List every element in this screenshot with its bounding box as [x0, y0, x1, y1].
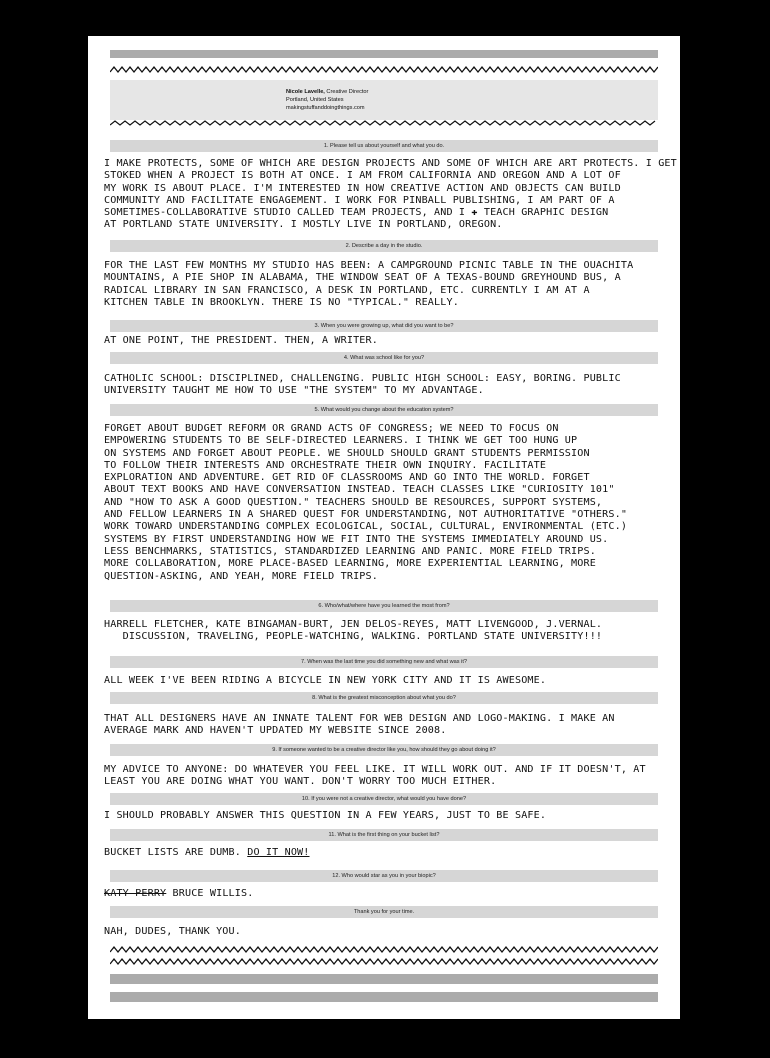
answer-4-line: UNIVERSITY TAUGHT ME HOW TO USE "THE SYSTEM" TO MY ADVANTAGE.: [104, 385, 484, 397]
answer-2-line: KITCHEN TABLE IN BROOKLYN. THERE IS NO "TYPICAL." REALLY.: [104, 296, 459, 308]
answer-2-line: RADICAL LIBRARY IN SAN FRANCISCO, A DESK IN PORTLAND, ETC. CURRENTLY I AM AT A: [104, 284, 590, 296]
top-zigzag: [110, 64, 658, 76]
answer-11: [104, 847, 664, 859]
answer-7: [104, 675, 664, 687]
bottom-grey-band-2: [110, 992, 658, 1002]
answer-5-line: LESS BENCHMARKS, STATISTICS, STANDARDIZED LEARNING AND PANIC. MORE FIELD TRIPS.: [104, 545, 596, 557]
answer-7-line: ALL WEEK I'VE BEEN RIDING A BICYCLE IN NEW YORK CITY AND IT IS AWESOME.: [104, 675, 547, 686]
answer-8: [104, 713, 664, 738]
answer-6: [104, 619, 664, 644]
answer-5-line: FORGET ABOUT BUDGET REFORM OR GRAND ACTS OF CONGRESS; WE NEED TO FOCUS ON: [104, 423, 559, 434]
header-zigzag: [110, 118, 658, 130]
question-11: 11. What is the first thing on your bucket list?: [328, 832, 440, 838]
question-9: 9. If someone wanted to be a creative director like you, how should they go about doing it?: [272, 747, 496, 753]
answer-11-text: BUCKET LISTS ARE DUMB.: [104, 847, 248, 858]
answer-4: [104, 373, 664, 398]
answer-2-line: FOR THE LAST FEW MONTHS MY STUDIO HAS BEEN: A CAMPGROUND PICNIC TABLE IN THE OUACHITA: [104, 260, 634, 271]
question-4: 4. What was school like for you?: [343, 355, 425, 361]
question-5: 5. What would you change about the education system?: [314, 407, 454, 413]
answer-5-line: AND FELLOW LEARNERS IN A SHARED QUEST FOR UNDERSTANDING, NOT AUTHORITATIVE "OTHERS.": [104, 509, 628, 521]
answer-3: [104, 335, 664, 347]
answer-1-line: MY WORK IS ABOUT PLACE. I'M INTERESTED IN HOW CREATIVE ACTION AND OBJECTS CAN BUILD: [104, 182, 621, 194]
answer-11-underlined: DO IT NOW!: [247, 847, 310, 858]
question-8: 8. What is the greatest misconception about what you do?: [312, 695, 456, 701]
answer-1-line: STOKED WHEN A PROJECT IS BOTH AT ONCE. I AM FROM CALIFORNIA AND OREGON AND A LOT OF: [104, 170, 621, 182]
answer-12: [104, 888, 664, 900]
answer-9-line: LEAST YOU ARE DOING WHAT YOU WANT. DON'T WORRY TOO MUCH EITHER.: [104, 776, 497, 788]
answer-5-line: SYSTEMS BY FIRST UNDERSTANDING HOW WE FIT INTO THE SYSTEMS IMMEDIATELY AROUND US.: [104, 533, 609, 545]
author-location: Portland, United States: [286, 97, 344, 104]
thanks-label: Thank you for your time.: [353, 909, 415, 915]
answer-3-line: AT ONE POINT, THE PRESIDENT. THEN, A WRITER.: [104, 335, 378, 346]
answer-5-line: ABOUT TEXT BOOKS AND HAVE CONVERSATION INSTEAD. TEACH CLASSES LIKE "CURIOSITY 101": [104, 484, 615, 496]
author-website[interactable]: makingstuffanddoingthings.com: [286, 105, 365, 112]
answer-6-line: DISCUSSION, TRAVELING, PEOPLE-WATCHING, WALKING. PORTLAND STATE UNIVERSITY!!!: [104, 631, 603, 643]
answer-1-line: SOMETIMES-COLLABORATIVE STUDIO CALLED TEAM PROJECTS, AND I ✚ TEACH GRAPHIC DESIGN: [104, 207, 609, 219]
top-grey-band: [110, 50, 658, 58]
interview-sheet: [88, 36, 680, 1019]
answer-5-line: AND "HOW TO ASK A GOOD QUESTION." TEACHERS SHOULD BE RESOURCES, SUPPORT SYSTEMS,: [104, 496, 603, 508]
answer-2: [104, 260, 664, 309]
closing-answer-line: NAH, DUDES, THANK YOU.: [104, 926, 241, 937]
bottom-zigzag-1: [110, 944, 658, 956]
question-1: 1. Please tell us about yourself and what you do.: [323, 143, 445, 149]
answer-12-text: BRUCE WILLIS.: [166, 888, 254, 899]
bottom-grey-band-1: [110, 974, 658, 984]
question-12: 12. Who would star as you in your biopic?: [332, 873, 436, 879]
answer-9-line: MY ADVICE TO ANYONE: DO WHATEVER YOU FEEL LIKE. IT WILL WORK OUT. AND IF IT DOESN'T, AT: [104, 764, 646, 775]
question-6: 6. Who/what/where have you learned the most from?: [318, 603, 450, 609]
answer-1: [104, 158, 677, 232]
answer-5: [104, 423, 664, 583]
header-strip: [110, 80, 658, 120]
answer-5-line: QUESTION-ASKING, AND YEAH, MORE FIELD TRIPS.: [104, 570, 378, 582]
answer-5-line: EXPLORATION AND ADVENTURE. GET RID OF CLASSROOMS AND GO INTO THE WORLD. FORGET: [104, 472, 590, 484]
answer-4-line: CATHOLIC SCHOOL: DISCIPLINED, CHALLENGING. PUBLIC HIGH SCHOOL: EASY, BORING. PUBLIC: [104, 373, 621, 384]
answer-1-line: AT PORTLAND STATE UNIVERSITY. I MOSTLY LIVE IN PORTLAND, OREGON.: [104, 219, 503, 231]
author-name: Nicole Lavelle,: [286, 89, 325, 95]
bottom-zigzag-2: [110, 956, 658, 968]
answer-8-line: AVERAGE MARK AND HAVEN'T UPDATED MY WEBSITE SINCE 2008.: [104, 725, 447, 737]
answer-8-line: THAT ALL DESIGNERS HAVE AN INNATE TALENT FOR WEB DESIGN AND LOGO-MAKING. I MAKE AN: [104, 713, 615, 724]
answer-10: [104, 810, 664, 822]
answer-12-struck: KATY PERRY: [104, 888, 167, 899]
question-7: 7. When was the last time you did something new and what was it?: [300, 659, 468, 665]
answer-5-line: MORE COLLABORATION, MORE PLACE-BASED LEARNING, MORE EXPERIENTIAL LEARNING, MORE: [104, 558, 596, 570]
answer-5-line: WORK TOWARD UNDERSTANDING COMPLEX ECOLOGICAL, SOCIAL, CULTURAL, ENVIRONMENTAL (ETC.): [104, 521, 628, 533]
answer-5-line: ON SYSTEMS AND FORGET ABOUT PEOPLE. WE SHOULD SHOULD GRANT STUDENTS PERMISSION: [104, 447, 590, 459]
answer-10-line: I SHOULD PROBABLY ANSWER THIS QUESTION IN A FEW YEARS, JUST TO BE SAFE.: [104, 810, 547, 821]
answer-9: [104, 764, 664, 789]
question-3: 3. When you were growing up, what did you want to be?: [314, 323, 454, 329]
question-10: 10. If you were not a creative director, what would you have done?: [301, 796, 467, 802]
closing-answer: [104, 926, 664, 938]
author-role: Creative Director: [324, 89, 369, 95]
answer-5-line: TO FOLLOW THEIR INTERESTS AND ORCHESTRATE THEIR OWN INQUIRY. FACILITATE: [104, 459, 547, 471]
answer-5-line: EMPOWERING STUDENTS TO BE SELF-DIRECTED LEARNERS. I THINK WE GET TOO HUNG UP: [104, 435, 578, 447]
answer-1-line: COMMUNITY AND FACILITATE ENGAGEMENT. I WORK FOR PINBALL PUBLISHING, I AM PART OF A: [104, 194, 615, 206]
answer-2-line: MOUNTAINS, A PIE SHOP IN ALABAMA, THE WINDOW SEAT OF A TEXAS-BOUND GREYHOUND BUS, A: [104, 272, 621, 284]
answer-6-line: HARRELL FLETCHER, KATE BINGAMAN-BURT, JEN DELOS-REYES, MATT LIVENGOOD, J.VERNAL.: [104, 619, 603, 630]
question-2: 2. Describe a day in the studio.: [345, 243, 423, 249]
answer-1-line: I MAKE PROTECTS, SOME OF WHICH ARE DESIGN PROJECTS AND SOME OF WHICH ARE ART PROTECTS. I GET: [104, 158, 677, 169]
author-block: [286, 88, 368, 113]
